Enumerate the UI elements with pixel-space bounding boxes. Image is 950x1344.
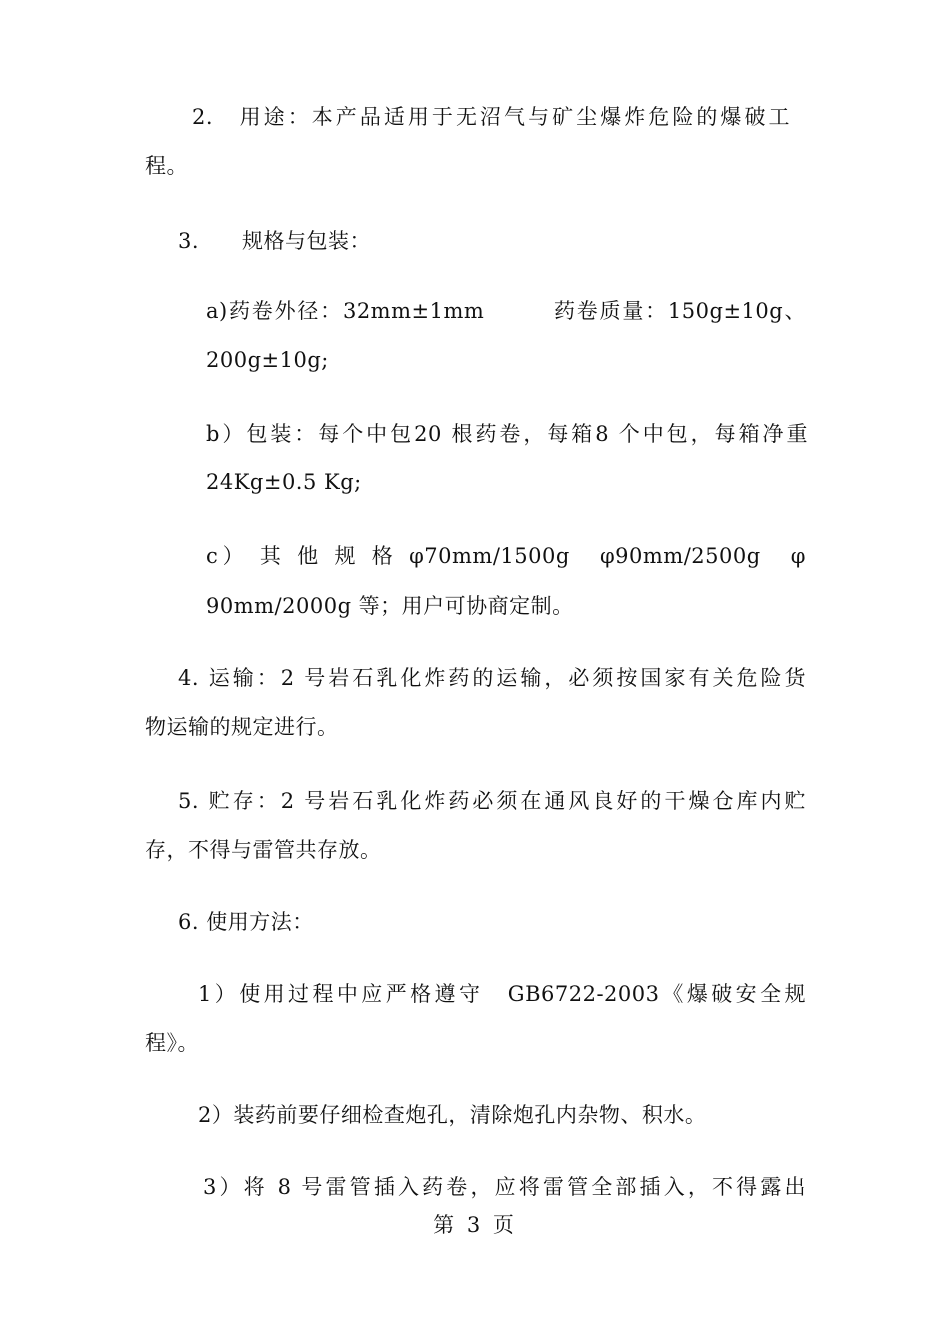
paragraph-line: 5. 贮存：2 号岩石乳化炸药必须在通风良好的干燥仓库内贮 <box>178 789 806 813</box>
paragraph-line: 物运输的规定进行。 <box>145 715 339 739</box>
paragraph-line: 200g±10g; <box>206 348 329 372</box>
paragraph-line: 24Kg±0.5 Kg; <box>206 470 362 494</box>
paragraph-line: 6. 使用方法： <box>178 910 314 934</box>
paragraph-line: 3. 规格与包装： <box>178 229 372 253</box>
paragraph-line: 程。 <box>145 154 188 178</box>
paragraph-line: 1）使用过程中应严格遵守 GB6722-2003《爆破安全规 <box>198 982 806 1006</box>
paragraph-line: 3）将 8 号雷管插入药卷，应将雷管全部插入，不得露出 <box>203 1175 806 1199</box>
paragraph-line: b）包装：每个中包20 根药卷，每箱8 个中包，每箱净重 <box>206 422 808 446</box>
page-number: 第 3 页 <box>433 1213 517 1237</box>
paragraph-line: 2）装药前要仔细检查炮孔，清除炮孔内杂物、积水。 <box>198 1103 707 1127</box>
paragraph-line: 4. 运输：2 号岩石乳化炸药的运输，必须按国家有关危险货 <box>178 666 806 690</box>
paragraph-line: c） 其 他 规 格 φ70mm/1500g φ90mm/2500g φ <box>206 544 806 568</box>
paragraph-line: 程》。 <box>145 1031 199 1055</box>
paragraph-line: 2. 用途：本产品适用于无沼气与矿尘爆炸危险的爆破工 <box>192 105 790 129</box>
paragraph-line: a)药卷外径：32mm±1mm 药卷质量：150g±10g、 <box>206 299 806 323</box>
paragraph-line: 存，不得与雷管共存放。 <box>145 838 382 862</box>
paragraph-line: 90mm/2000g 等；用户可协商定制。 <box>206 594 574 618</box>
